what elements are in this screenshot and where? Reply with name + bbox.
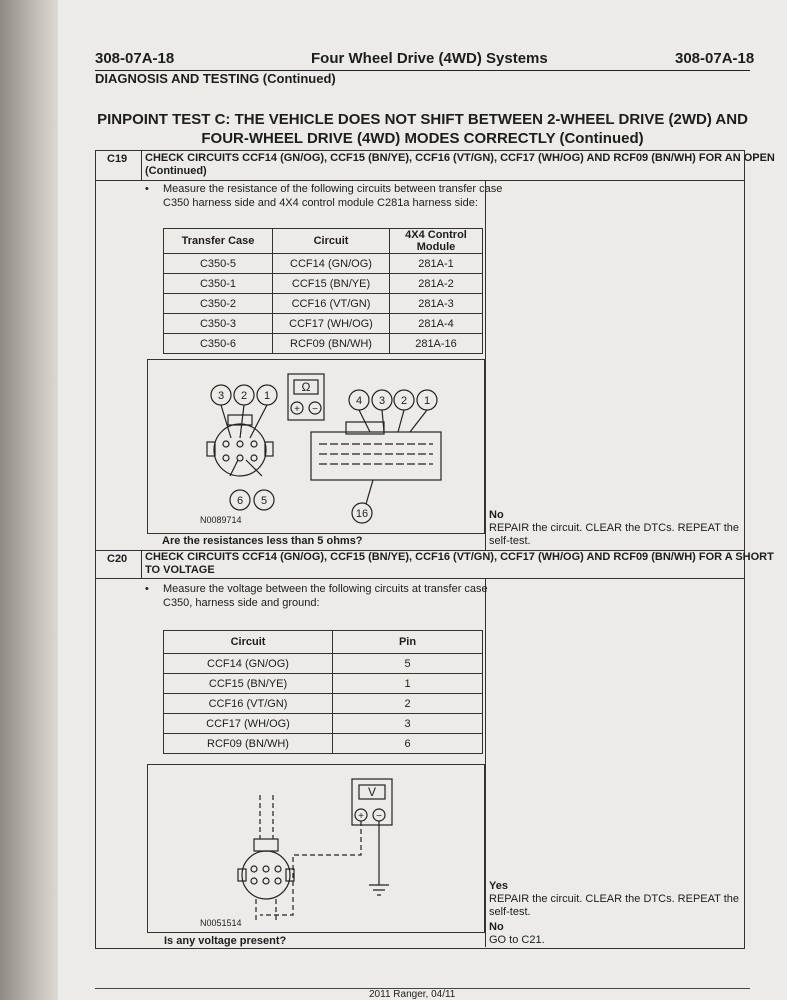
bullet-dot: • (145, 583, 149, 595)
pin-label: 3 (217, 390, 225, 402)
pin-label: 1 (263, 390, 271, 402)
table-cell: C350-6 (164, 334, 273, 354)
table-cell: C350-1 (164, 274, 273, 294)
answer-yes-label: Yes (489, 880, 508, 892)
table-cell: 2 (333, 694, 483, 714)
table-row (164, 334, 483, 354)
pin-label: 5 (260, 495, 268, 507)
step-id-c19: C19 (107, 153, 128, 165)
pin-label: 6 (236, 495, 244, 507)
c20-answer-no (489, 921, 741, 947)
pinpoint-test-title (95, 110, 750, 148)
table-cell: 5 (333, 654, 483, 674)
c19-instruction-line2: C350 harness side and 4X4 control module C281a harness side: (163, 197, 478, 209)
table-row (164, 694, 483, 714)
c20-instruction (145, 582, 488, 610)
step-title-c19-line2: (Continued) (145, 165, 207, 177)
pin-label: 2 (400, 395, 408, 407)
table-cell: 6 (333, 734, 483, 754)
step-title-c19 (145, 152, 775, 178)
answer-no-text: GO to C21. (489, 934, 545, 946)
col-transfer-case: Transfer Case (164, 229, 273, 254)
answer-no-label: No (489, 921, 504, 933)
c20-answer-yes (489, 880, 741, 919)
table-cell: 3 (333, 714, 483, 734)
page-footer: 2011 Ranger, 04/11 (369, 989, 456, 1000)
table-cell: 281A-2 (390, 274, 483, 294)
c19-instruction (145, 182, 503, 210)
table-cell: 281A-1 (390, 254, 483, 274)
table-row (164, 714, 483, 734)
answer-no-line2: self-test. (489, 535, 531, 547)
table-cell: CCF16 (VT/GN) (164, 694, 333, 714)
c19-title-divider (95, 180, 744, 181)
figure-id-c19: N0089714 (200, 515, 242, 525)
c19-diagram-drawing (148, 360, 484, 533)
ohm-symbol: Ω (301, 380, 311, 394)
pinpoint-title-line2: FOUR-WHEEL DRIVE (4WD) MODES CORRECTLY (Continued) (201, 130, 644, 147)
bullet-dot: • (145, 183, 149, 195)
table-cell: C350-3 (164, 314, 273, 334)
step-id-c20: C20 (107, 553, 128, 565)
minus-symbol: − (376, 811, 382, 822)
table-cell: CCF14 (GN/OG) (164, 654, 333, 674)
c20-circuit-table (163, 630, 483, 754)
step-id-column-divider-c20 (141, 550, 142, 578)
table-cell: C350-5 (164, 254, 273, 274)
answer-column-divider-c20 (485, 578, 486, 947)
plus-symbol: + (358, 811, 364, 822)
answer-column-divider-c19 (485, 180, 486, 550)
transfer-case-connector (242, 851, 290, 899)
table-header-row (164, 631, 483, 654)
table-cell: C350-2 (164, 294, 273, 314)
pinpoint-title-line1: PINPOINT TEST C: THE VEHICLE DOES NOT SHIFT BETWEEN 2-WHEEL DRIVE (2WD) AND (97, 111, 748, 128)
col-4x4-control-module: 4X4 Control Module (390, 229, 483, 254)
col-circuit: Circuit (164, 631, 333, 654)
c19-wiring-diagram (147, 359, 485, 534)
c20-diagram-drawing (148, 765, 484, 932)
table-cell: 281A-16 (390, 334, 483, 354)
c19-answer-no (489, 509, 741, 548)
table-row (164, 654, 483, 674)
table-cell: CCF15 (BN/YE) (164, 674, 333, 694)
c20-wiring-diagram (147, 764, 485, 933)
c19-instruction-line1: Measure the resistance of the following circuits between transfer case (163, 183, 503, 195)
pin-label: 2 (240, 390, 248, 402)
pin-label: 16 (355, 508, 369, 520)
step-id-column-divider (141, 150, 142, 180)
table-row (164, 254, 483, 274)
c20-title-divider (95, 578, 744, 579)
table-cell: 281A-3 (390, 294, 483, 314)
transfer-case-connector (214, 424, 266, 476)
volt-symbol: V (367, 785, 377, 799)
c20-question: Is any voltage present? (164, 935, 287, 947)
table-cell: 1 (333, 674, 483, 694)
col-pin: Pin (333, 631, 483, 654)
table-cell: CCF16 (VT/GN) (273, 294, 390, 314)
answer-yes-line1: REPAIR the circuit. CLEAR the DTCs. REPEAT the (489, 893, 740, 905)
c19-question: Are the resistances less than 5 ohms? (162, 535, 363, 547)
page-code-right: 308-07A-18 (675, 50, 755, 67)
table-row (164, 314, 483, 334)
table-row (164, 734, 483, 754)
answer-no-line1: REPAIR the circuit. CLEAR the DTCs. REPEAT the (489, 522, 740, 534)
table-cell: CCF14 (GN/OG) (273, 254, 390, 274)
step-title-c20-line1: CHECK CIRCUITS CCF14 (GN/OG), CCF15 (BN/YE), CCF16 (VT/GN), CCF17 (WH/OG) AND RCF09 (BN/WH) FOR A SHORT (145, 551, 774, 563)
table-cell: RCF09 (BN/WH) (273, 334, 390, 354)
table-cell: CCF17 (WH/OG) (273, 314, 390, 334)
step-title-c20-line2: TO VOLTAGE (145, 564, 215, 576)
answer-yes-line2: self-test. (489, 906, 531, 918)
page-edge-shadow (0, 0, 58, 1000)
col-circuit: Circuit (273, 229, 390, 254)
c19-circuit-table (163, 228, 483, 354)
pin-label: 4 (355, 395, 363, 407)
pin-label: 1 (423, 395, 431, 407)
answer-no-label: No (489, 509, 504, 521)
c20-instruction-line1: Measure the voltage between the following circuits at transfer case (163, 583, 488, 595)
table-header-row (164, 229, 483, 254)
section-subheader: DIAGNOSIS AND TESTING (Continued) (95, 71, 336, 86)
table-row (164, 674, 483, 694)
table-cell: RCF09 (BN/WH) (164, 734, 333, 754)
c20-instruction-line2: C350, harness side and ground: (163, 597, 320, 609)
step-title-c20 (145, 551, 774, 577)
table-row (164, 294, 483, 314)
table-cell: CCF15 (BN/YE) (273, 274, 390, 294)
step-title-c19-line1: CHECK CIRCUITS CCF14 (GN/OG), CCF15 (BN/YE), CCF16 (VT/GN), CCF17 (WH/OG) AND RCF09 (BN/WH) FOR AN OPEN (145, 152, 775, 164)
table-row (164, 274, 483, 294)
control-module-connector (311, 432, 441, 480)
pin-label: 3 (378, 395, 386, 407)
plus-symbol: + (294, 404, 300, 415)
ground-symbol (369, 885, 389, 895)
figure-id-c20: N0051514 (200, 918, 242, 928)
table-cell: CCF17 (WH/OG) (164, 714, 333, 734)
minus-symbol: − (312, 404, 318, 415)
page-section-title: Four Wheel Drive (4WD) Systems (311, 50, 548, 67)
table-cell: 281A-4 (390, 314, 483, 334)
page-code-left: 308-07A-18 (95, 50, 175, 67)
